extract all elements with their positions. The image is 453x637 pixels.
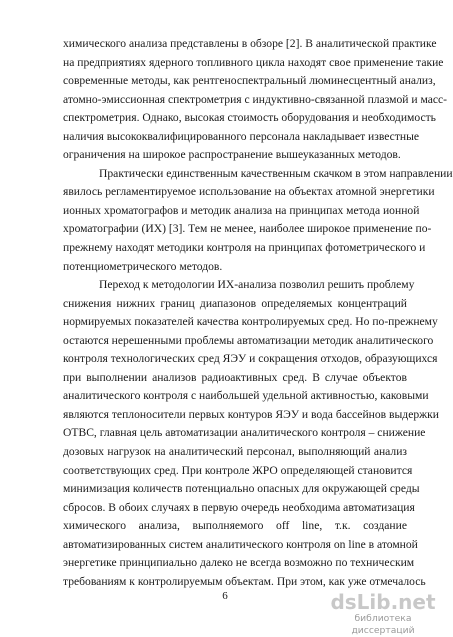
text-line: явилось регламентируемое использование на объектах атомной энергетики <box>63 185 435 199</box>
text-line: Практически единственным качественным скачком в этом направлении <box>99 166 453 180</box>
text-line: химического анализа, выполняемого off line, т.к. создание <box>63 519 407 533</box>
text-line: ОТВС, главная цель автоматизации аналитического контроля – снижение <box>63 426 426 440</box>
text-line: аналитического контроля с наибольшей удельной активностью, каковыми <box>63 389 429 403</box>
text-line: минимизация количеств потенциально опасных для окружающей среды <box>63 482 420 496</box>
text-line: наличия высококвалифицированного персонала накладывает известные <box>63 129 420 143</box>
text-line: сбросов. В обоих случаях в первую очередь необходима автоматизация <box>63 500 415 514</box>
page-number: 6 <box>222 590 228 602</box>
text-line: прежнему находят методики контроля на принципах фотометрического и <box>63 241 426 255</box>
text-line: потенциометрического методов. <box>63 259 223 273</box>
text-line: контроля технологических сред ЯЭУ и сокращения отходов, образующихся <box>63 352 438 366</box>
text-line: нормируемых показателей качества контролируемых сред. Но по-прежнему <box>63 315 438 329</box>
text-line: спектрометрия. Однако, высокая стоимость оборудования и необходимость <box>63 111 436 125</box>
text-line: на предприятиях ядерного топливного цикла находят свое применение такие <box>63 55 444 69</box>
text-line: автоматизированных систем аналитического контроля on line в атомной <box>63 537 418 551</box>
watermark-logo: dsLib.net <box>330 590 436 614</box>
text-line: остаются нерешенными проблемы автоматизации методик аналитического <box>63 333 434 347</box>
text-line: требованиям к контролируемым объектам. При этом, как уже отмечалось <box>63 574 426 588</box>
text-line: являются теплоносители первых контуров ЯЭУ и вода бассейнов выдержки <box>63 407 439 421</box>
text-line: дозовых нагрузок на аналитический персонал, выполняющий анализ <box>63 445 407 459</box>
text-line: химического анализа представлены в обзоре [2]. В аналитической практике <box>63 37 437 50</box>
text-line: снижения нижних границ диапазонов определяемых концентраций <box>63 296 407 310</box>
text-line: Переход к методологии ИХ-анализа позволил решить проблему <box>99 278 415 292</box>
text-line: соответствующих сред. При контроле ЖРО определяющей становится <box>63 463 413 477</box>
text-line: современные методы, как рентгеноспектральный люминесцентный анализ, <box>63 74 436 88</box>
text-line: энергетике принципиально далеко не всегда возможно по техническим <box>63 556 415 570</box>
body-text <box>63 35 453 588</box>
watermark <box>324 590 442 636</box>
text-line: при выполнении анализов радиоактивных сред. В случае объектов <box>63 370 407 384</box>
text-line: атомно-эмиссионная спектрометрия с индуктивно-связанной плазмой и масс- <box>63 92 448 106</box>
text-line: ограничения на широкое распространение вышеуказанных методов. <box>63 148 401 162</box>
text-line: хроматографии (ИХ) [3]. Тем не менее, наиболее широкое применение по- <box>63 222 432 236</box>
watermark-subtitle: библиотека диссертаций <box>351 613 415 636</box>
text-line: ионных хроматографов и методик анализа на принципах метода ионной <box>63 203 420 217</box>
